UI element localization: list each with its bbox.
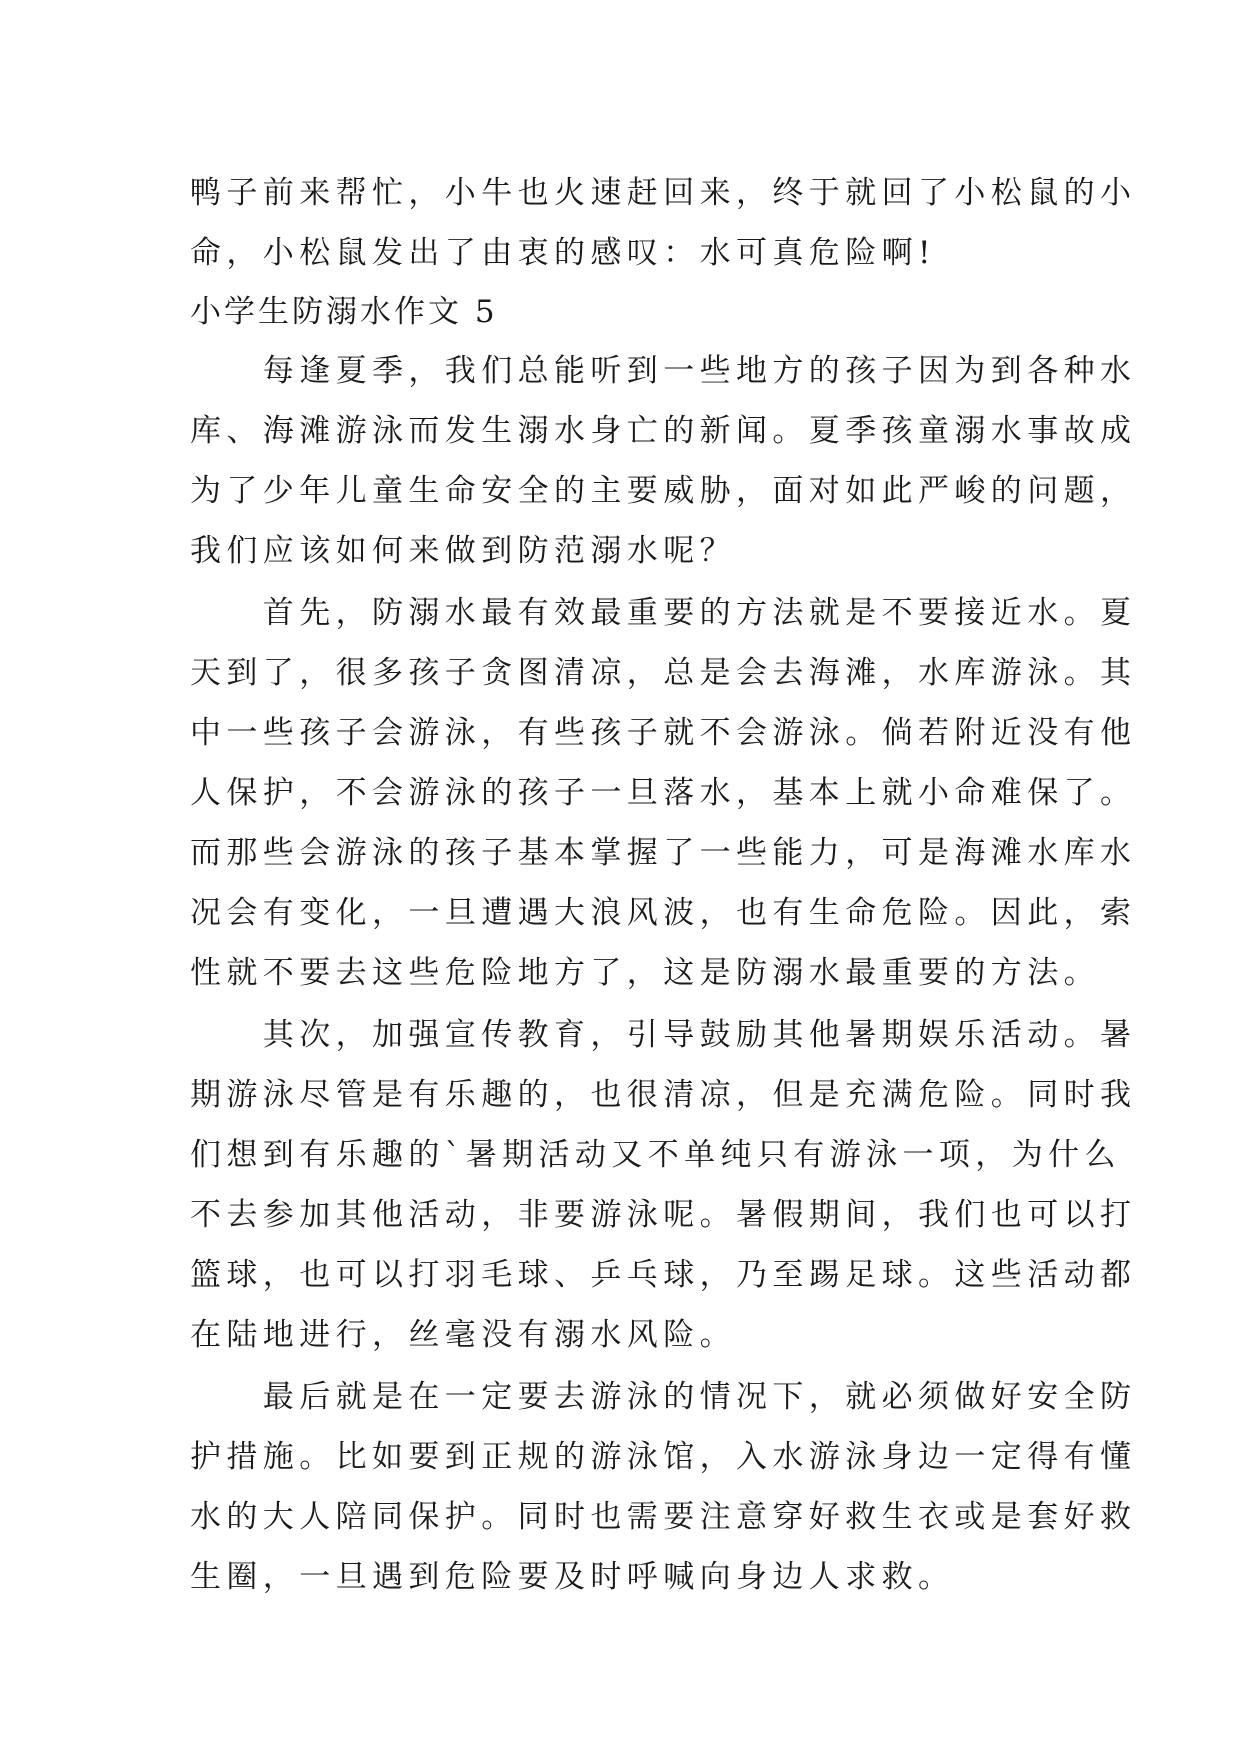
text-line: 护措施。比如要到正规的游泳馆，入水游泳身边一定得有懂	[190, 1439, 1137, 1475]
paragraph-intro	[190, 341, 1137, 581]
text-line: 篮球，也可以打羽毛球、乒乓球，乃至踢足球。这些活动都	[190, 1257, 1137, 1293]
heading-text: 小学生防溺水作文 5	[190, 294, 498, 330]
text-line: 水的大人陪同保护。同时也需要注意穿好救生衣或是套好救	[190, 1499, 1137, 1535]
text-line: 最后就是在一定要去游泳的情况下，就必须做好安全防	[190, 1379, 1137, 1415]
paragraph-second	[190, 1005, 1137, 1365]
text-line: 们想到有乐趣的`暑期活动又不单纯只有游泳一项，为什么	[190, 1137, 1121, 1173]
text-line: 在陆地进行，丝毫没有溺水风险。	[190, 1317, 736, 1353]
paragraph-first	[190, 583, 1137, 1003]
text-line: 中一些孩子会游泳，有些孩子就不会游泳。倘若附近没有他	[190, 715, 1137, 751]
text-line: 性就不要去这些危险地方了，这是防溺水最重要的方法。	[190, 955, 1100, 991]
text-line: 我们应该如何来做到防范溺水呢？	[190, 533, 736, 569]
text-line: 库、海滩游泳而发生溺水身亡的新闻。夏季孩童溺水事故成	[190, 413, 1137, 449]
text-line: 为了少年儿童生命安全的主要威胁，面对如此严峻的问题，	[190, 473, 1137, 509]
text-line: 首先，防溺水最有效最重要的方法就是不要接近水。夏	[190, 595, 1137, 631]
section-heading	[190, 283, 1060, 341]
text-line: 命，小松鼠发出了由衷的感叹：水可真危险啊!	[190, 235, 936, 271]
text-line: 其次，加强宣传教育，引导鼓励其他暑期娱乐活动。暑	[190, 1017, 1137, 1053]
text-line: 天到了，很多孩子贪图清凉，总是会去海滩，水库游泳。其	[190, 655, 1137, 691]
document-body	[190, 163, 1137, 1607]
text-line: 鸭子前来帮忙，小牛也火速赶回来，终于就回了小松鼠的小	[190, 175, 1137, 211]
text-line: 不去参加其他活动，非要游泳呢。暑假期间，我们也可以打	[190, 1197, 1137, 1233]
paragraph-continuation	[190, 163, 1137, 283]
text-line: 生圈，一旦遇到危险要及时呼喊向身边人求救。	[190, 1559, 955, 1595]
text-line: 人保护，不会游泳的孩子一旦落水，基本上就小命难保了。	[190, 775, 1137, 811]
text-line: 每逢夏季，我们总能听到一些地方的孩子因为到各种水	[190, 353, 1137, 389]
text-line: 而那些会游泳的孩子基本掌握了一些能力，可是海滩水库水	[190, 835, 1137, 871]
text-line: 况会有变化，一旦遭遇大浪风波，也有生命危险。因此，索	[190, 895, 1137, 931]
text-line: 期游泳尽管是有乐趣的，也很清凉，但是充满危险。同时我	[190, 1077, 1137, 1113]
paragraph-final	[190, 1367, 1137, 1607]
